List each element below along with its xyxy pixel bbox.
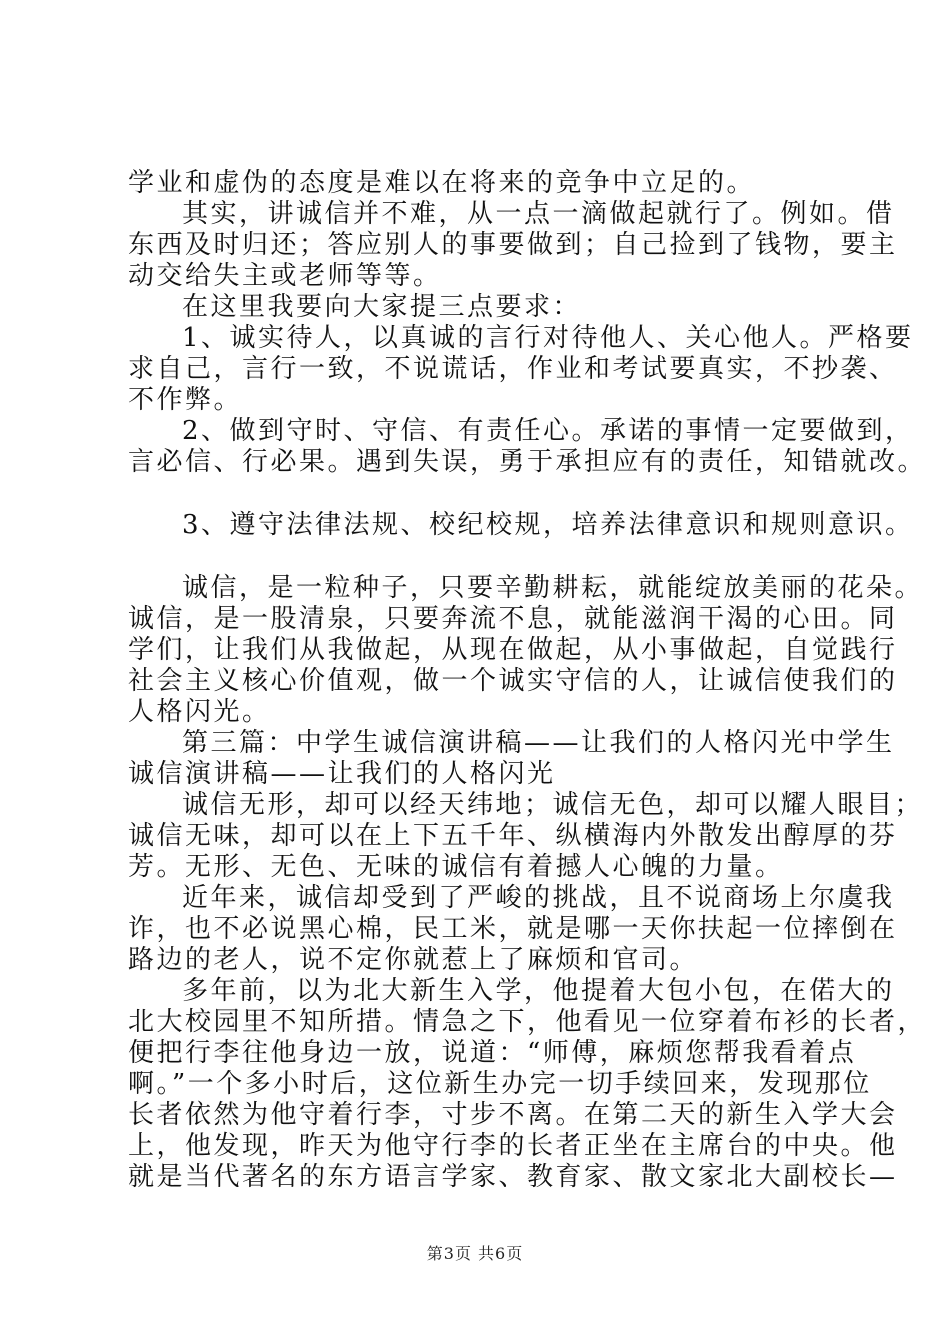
text-line: 诈，也不必说黑心棉，民工米，就是哪一天你扶起一位摔倒在 xyxy=(128,914,898,944)
text-line: 路边的老人，说不定你就惹上了麻烦和官司。 xyxy=(128,945,699,975)
text-line: 社会主义核心价值观，做一个诚实守信的人，让诚信使我们的 xyxy=(128,666,898,696)
page-footer xyxy=(0,1244,950,1264)
text-line: 芳。无形、无色、无味的诚信有着撼人心魄的力量。 xyxy=(128,852,784,882)
text-line: 长者依然为他守着行李，寸步不离。在第二天的新生入学大会 xyxy=(128,1100,898,1130)
paragraph-gap xyxy=(128,541,838,573)
text-line: 学们，让我们从我做起，从现在做起，从小事做起，自觉践行 xyxy=(128,635,898,665)
text-line: 就是当代著名的东方语言学家、教育家、散文家北大副校长— xyxy=(128,1162,898,1192)
text-line: 1、诚实待人，以真诚的言行对待他人、关心他人。严格要 xyxy=(182,323,914,353)
text-line: 便把行李往他身边一放，说道：“师傅，麻烦您帮我看着点 xyxy=(128,1038,857,1068)
text-line: 2、做到守时、守信、有责任心。承诺的事情一定要做到， xyxy=(182,416,914,446)
text-line: 不作弊。 xyxy=(128,385,243,415)
text-line: 3、遵守法律法规、校纪校规，培养法律意识和规则意识。 xyxy=(182,510,914,540)
text-line: 学业和虚伪的态度是难以在将来的竞争中立足的。 xyxy=(128,168,756,198)
text-line: 动交给失主或老师等等。 xyxy=(128,261,442,291)
text-line: 近年来，诚信却受到了严峻的挑战，且不说商场上尔虞我 xyxy=(182,883,895,913)
text-line: 在这里我要向大家提三点要求： xyxy=(182,292,582,322)
text-line: 诚信无形，却可以经天纬地；诚信无色，却可以耀人眼目； xyxy=(182,790,924,820)
text-line: 啊。”一个多小时后，这位新生办完一切手续回来，发现那位 xyxy=(128,1069,872,1099)
page-number: 第3页 共6页 xyxy=(426,1244,524,1263)
text-line: 求自己，言行一致，不说谎话，作业和考试要真实，不抄袭、 xyxy=(128,354,898,384)
text-line: 诚信，是一粒种子，只要辛勤耕耘，就能绽放美丽的花朵。 xyxy=(182,573,924,603)
paragraph-gap xyxy=(128,478,838,510)
text-line: 多年前，以为北大新生入学，他提着大包小包，在偌大的 xyxy=(182,976,895,1006)
text-line: 其实，讲诚信并不难，从一点一滴做起就行了。例如。借 xyxy=(182,199,895,229)
text-line: 人格闪光。 xyxy=(128,697,271,727)
document-body xyxy=(128,168,927,1193)
section-heading-line: 诚信演讲稿——让我们的人格闪光 xyxy=(128,759,556,789)
text-line: 言必信、行必果。遇到失误，勇于承担应有的责任，知错就改。 xyxy=(128,447,927,477)
text-line: 诚信无味，却可以在上下五千年、纵横海内外散发出醇厚的芬 xyxy=(128,821,898,851)
text-line: 诚信，是一股清泉，只要奔流不息，就能滋润干渴的心田。同 xyxy=(128,604,898,634)
text-line: 上，他发现，昨天为他守行李的长者正坐在主席台的中央。他 xyxy=(128,1131,898,1161)
section-heading-line: 第三篇：中学生诚信演讲稿——让我们的人格闪光中学生 xyxy=(182,728,895,758)
text-line: 北大校园里不知所措。情急之下，他看见一位穿着布衫的长者， xyxy=(128,1007,927,1037)
text-line: 东西及时归还；答应别人的事要做到；自己捡到了钱物，要主 xyxy=(128,230,898,260)
